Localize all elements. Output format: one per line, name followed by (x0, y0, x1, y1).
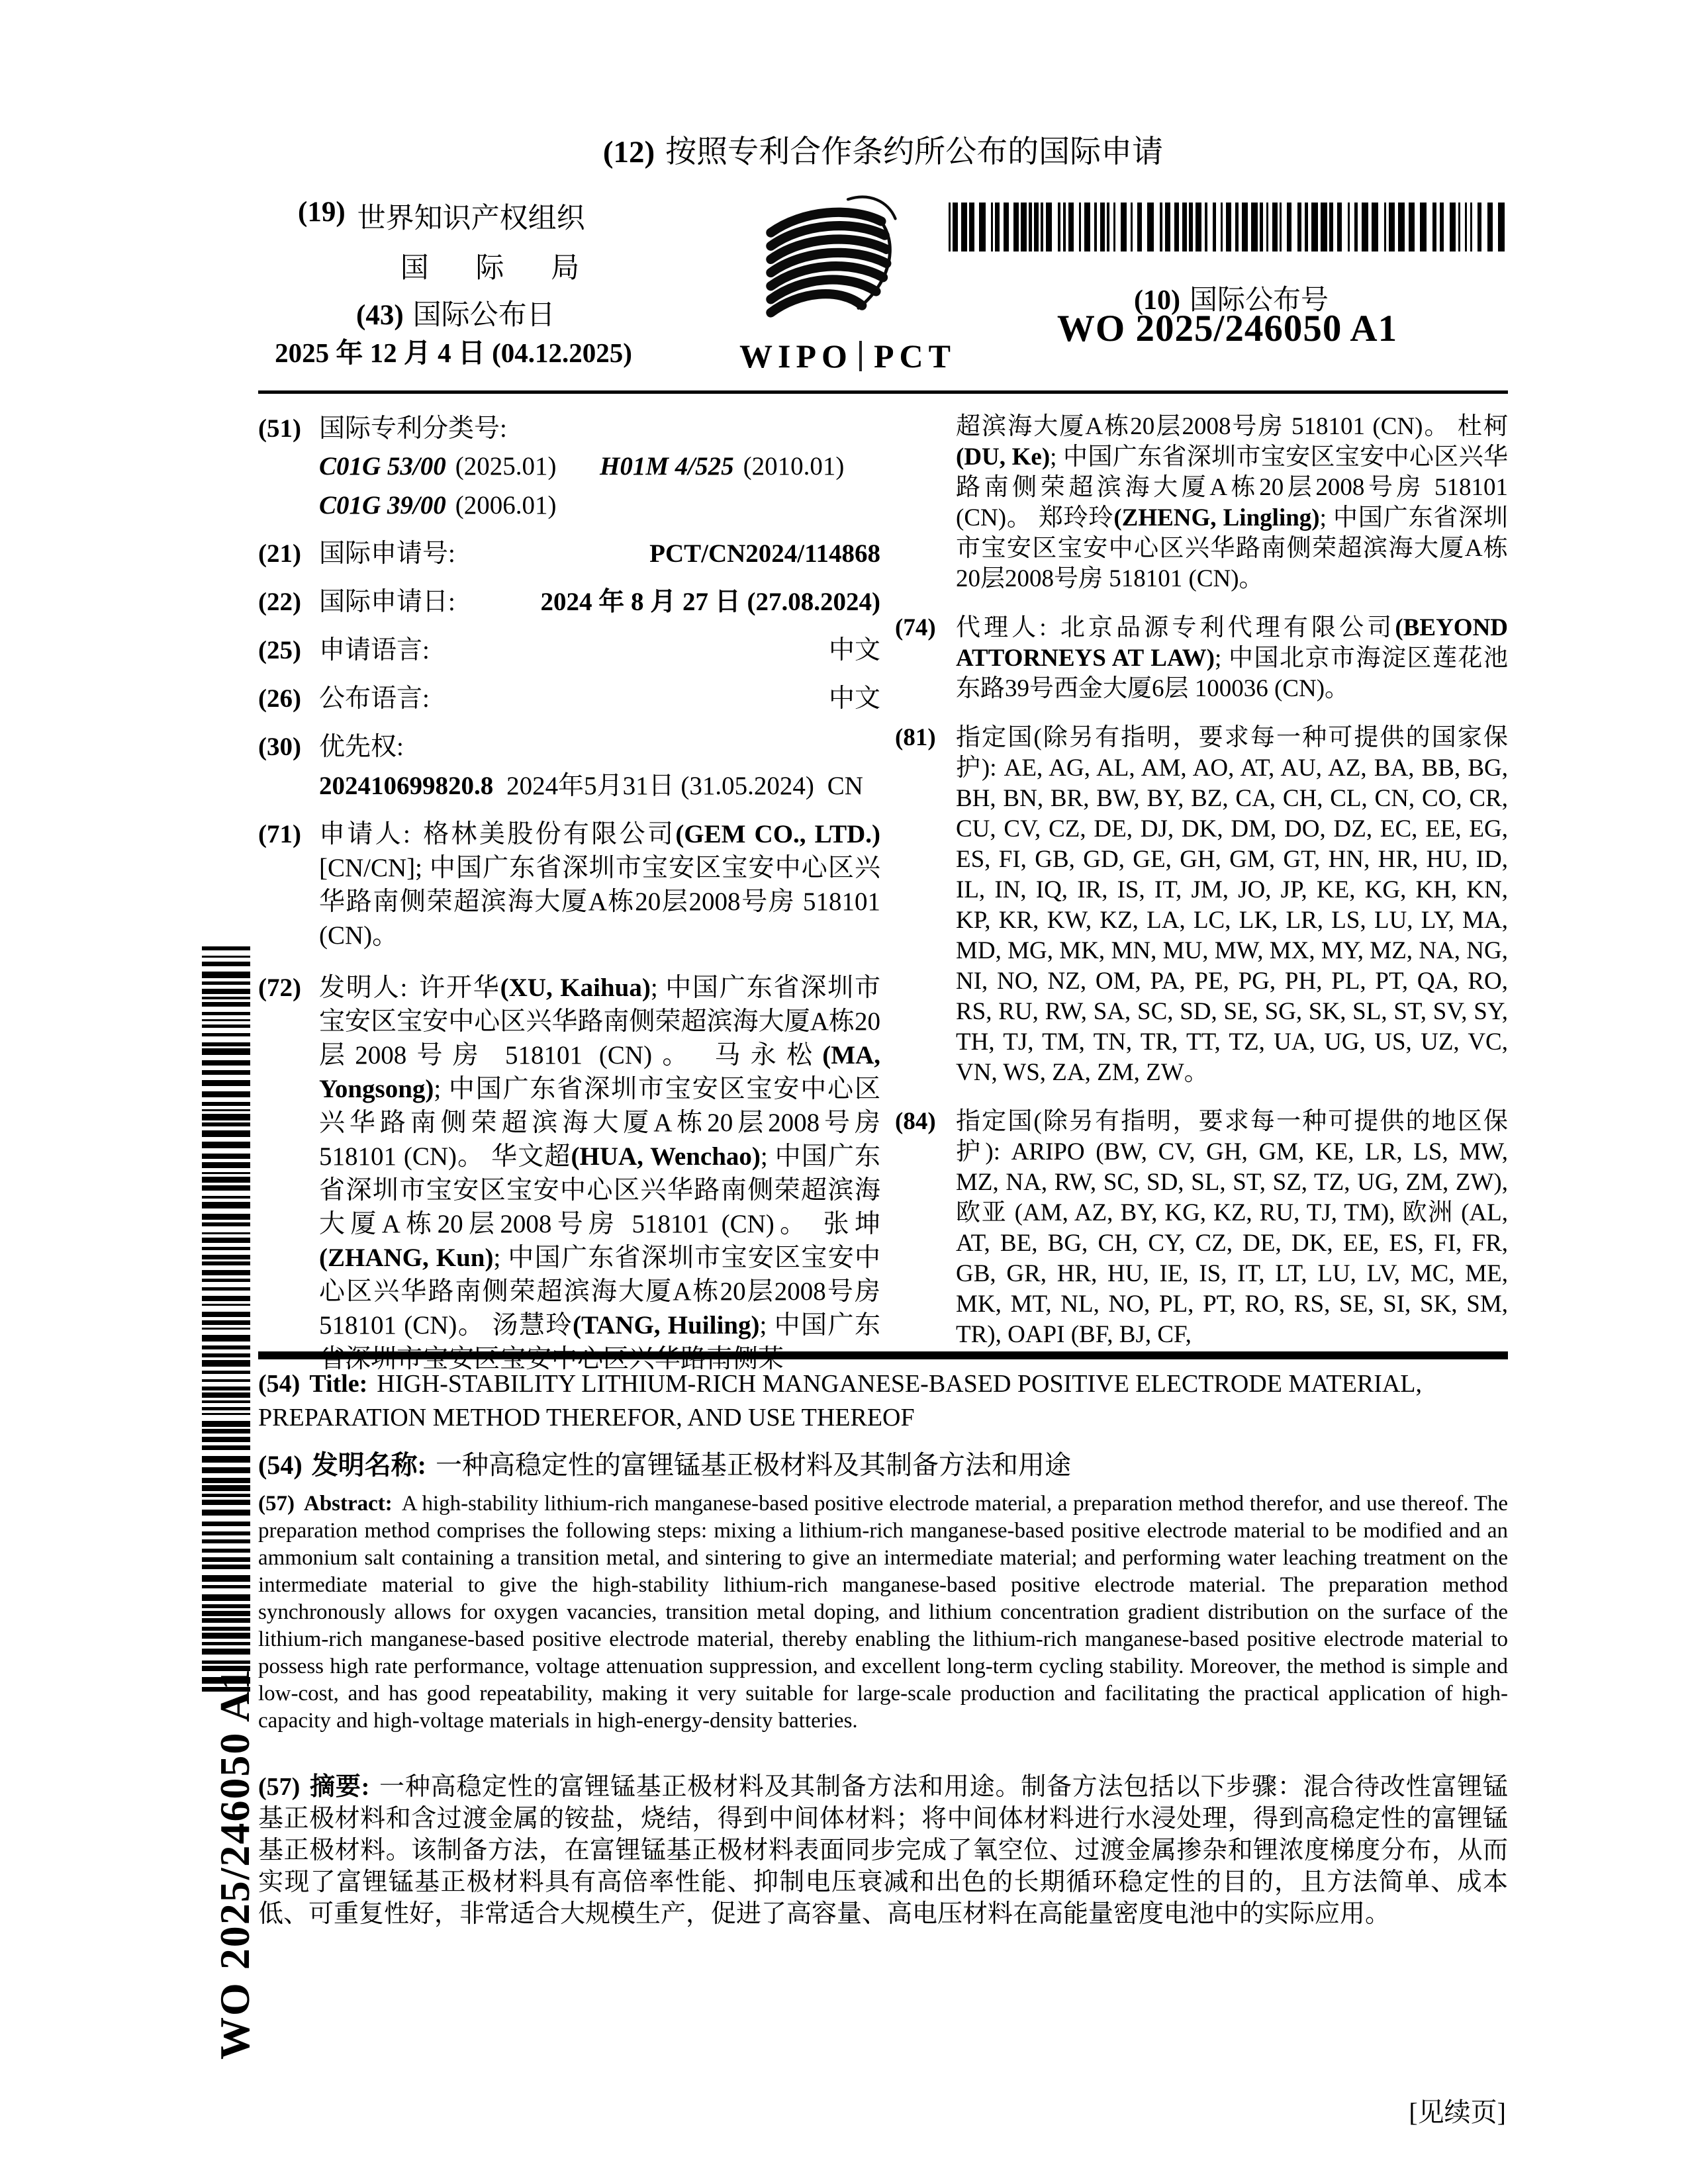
field-12-number: (12) (602, 135, 655, 169)
ipc-code: C01G 53/00 (319, 452, 446, 480)
issuing-org-block (298, 196, 682, 286)
field-54-number-zh: (54) (258, 1450, 303, 1480)
title-chinese (258, 1444, 1508, 1482)
field-84-number: (84) (895, 1108, 936, 1135)
ipc-version: (2025.01) (455, 452, 557, 480)
ipc-label: 国际专利分类号: (319, 414, 507, 443)
designated-regions-list: ARIPO (BW, CV, GH, GM, KE, LR, LS, MW, MZ, NA, RW, SC, SD, SL, ST, SZ, TZ, UG, ZM, ZW), 欧亚 (AM, AZ, BY, KG, KZ, RU, TJ, TM), 欧洲 (AL, AT, BE, BG, CH, CY, CZ, DE, DK, EE, ES, FI, FR, GB, GR, HR, HU, IE, IS, IT, LT, LU, LV, MC, ME, MK, MT, NL, NO, PL, PT, RO, RS, SE, SI, SK, SM, TR), OAPI (BF, BJ, CF, (956, 1138, 1508, 1348)
designated-regions-label: 指定国(除另有指明，要求每一种可提供的地区保护): (956, 1108, 1508, 1165)
field-designated-regions (895, 1107, 1508, 1350)
field-54-number: (54) (258, 1370, 301, 1398)
pub-date-value: 2025 年 12 月 4 日 (04.12.2025) (275, 338, 632, 368)
field-10-number: (10) (1134, 285, 1180, 316)
field-application-number (258, 537, 880, 570)
field-agent (895, 613, 1508, 704)
wipo-logo-block (733, 191, 962, 375)
field-publication-language (258, 682, 880, 715)
org-name-row (298, 196, 682, 236)
priority-entry (319, 769, 880, 803)
field-19-number: (19) (298, 197, 346, 228)
ipc-entry (600, 449, 880, 483)
title-chinese-label: 发明名称: (311, 1450, 426, 1480)
abstract-chinese (258, 1771, 1508, 1930)
pub-date-label: 国际公布日 (412, 300, 555, 331)
field-designated-states (895, 723, 1508, 1088)
abstract-english-label: Abstract: (303, 1492, 393, 1516)
priority-country: CN (827, 772, 863, 800)
pub-number-label: 国际公布号 (1189, 285, 1329, 316)
field-51-number: (51) (258, 414, 301, 443)
ipc-version: (2006.01) (455, 491, 557, 520)
filing-date-value: 2024 年 8 月 27 日 (27.08.2024) (540, 588, 880, 616)
pub-number-value: WO 2025/246050 A1 (1056, 308, 1398, 349)
publication-language-label: 公布语言: (319, 684, 430, 713)
priority-label: 优先权: (319, 733, 404, 761)
doc-kind-text: 按照专利合作条约所公布的国际申请 (665, 135, 1164, 169)
title-english-label: Title: (309, 1370, 368, 1398)
ipc-version: (2010.01) (743, 452, 845, 480)
title-section-divider (258, 1351, 1508, 1359)
left-column (258, 412, 880, 1390)
applicant-label: 申请人: (319, 820, 410, 848)
sidebar-publication-number: WO 2025/246050 A1 (211, 1667, 258, 2060)
continuation-note: [见续页] (1409, 2097, 1506, 2127)
application-number-label: 国际申请号: (319, 539, 455, 568)
designated-states-label: 指定国(除另有指明，要求每一种可提供的国家保护): (956, 724, 1508, 782)
header-divider (258, 390, 1508, 394)
agent-text: 北京品源专利代理有限公司(BEYOND ATTORNEYS AT LAW); 中国北京市海淀区莲花池东路39号西金大厦6层 100036 (CN)。 (956, 614, 1509, 702)
abstract-chinese-text: 一种高稳定性的富锂锰基正极材料及其制备方法和用途。制备方法包括以下步骤：混合待改性富锂锰基正极材料和含过渡金属的铵盐，烧结，得到中间体材料；将中间体材料进行水浸处理，得到高稳定性的富锂锰基正极材料。该制备方法，在富锂锰基正极材料表面同步完成了氧空位、过渡金属掺杂和锂浓度梯度分布，从而实现了富锂锰基正极材料具有高倍率性能、抑制电压衰减和出色的长期循环稳定性的目的，且方法简单、成本低、可重复性好，非常适合大规模生产，促进了高容量、高电压材料在高能量密度电池中的实际应用。 (258, 1773, 1509, 1928)
right-column (895, 412, 1508, 1365)
field-22-number: (22) (258, 588, 301, 616)
org-bureau: 国 际 局 (400, 253, 600, 284)
inventors-label: 发明人: (319, 974, 408, 1002)
ipc-entries (319, 449, 880, 522)
inventors-text: 许开华(XU, Kaihua); 中国广东省深圳市宝安区宝安中心区兴华路南侧荣超滨海大厦A栋20层2008号房 518101 (CN)。 马永松(MA, Yongsong); 中国广东省深圳市宝安区宝安中心区兴华路南侧荣超滨海大厦A栋20层2008号房 518101 (CN)。 华文超(HUA, Wenchao); 中国广东省深圳市宝安区宝安中心区兴华路南侧荣超滨海大厦A栋20层2008号房 518101 (CN)。 张坤(ZHANG, Kun); 中国广东省深圳市宝安区宝安中心区兴华路南侧荣超滨海大厦A栋20层2008号房 518101 (CN)。 汤慧玲(TANG, Huiling); 中国广东 (319, 974, 881, 1340)
doc-kind-heading (258, 127, 1508, 171)
wordmark-wipo: WIPO (739, 338, 853, 375)
ipc-entry (319, 449, 600, 483)
inventors-continuation-text: 超滨海大厦A栋20层2008号房 518101 (CN)。 杜柯(DU, Ke); 中国广东省深圳市宝安区宝安中心区兴华路南侧荣超滨海大厦A栋20层2008号房 518101 (CN)。 郑玲玲(ZHENG, Lingling); 中国广东省深圳市宝安区宝安中心区兴华路南侧荣超滨海大厦A栋20层2008号房 518101 (CN)。 (956, 413, 1509, 592)
abstract-english (258, 1490, 1508, 1735)
ipc-code: H01M 4/525 (600, 452, 734, 480)
title-english (258, 1367, 1508, 1435)
pub-date-row (356, 293, 555, 333)
field-74-number: (74) (895, 614, 936, 641)
filing-date-label: 国际申请日: (319, 588, 455, 616)
ipc-entry (319, 488, 600, 522)
filing-language-value: 中文 (828, 636, 880, 664)
field-filing-language (258, 633, 880, 667)
filing-language-label: 申请语言: (319, 636, 430, 664)
field-ipc (258, 412, 880, 522)
priority-date: 2024年5月31日 (31.05.2024) (506, 772, 814, 800)
title-chinese-text: 一种高稳定性的富锂锰基正极材料及其制备方法和用途 (435, 1450, 1071, 1480)
field-71-number: (71) (258, 820, 301, 848)
field-priority (258, 730, 880, 803)
applicant-text: 格林美股份有限公司(GEM CO., LTD.) [CN/CN]; 中国广东省深圳市宝安区宝安中心区兴华路南侧荣超滨海大厦A栋20层2008号房 518101 (CN)。 (319, 820, 880, 950)
field-filing-date (258, 585, 880, 619)
field-57-number-zh: (57) (258, 1773, 301, 1801)
ipc-code: C01G 39/00 (319, 491, 446, 520)
field-inventors (258, 971, 880, 1376)
inventors-continuation (895, 412, 1508, 594)
field-26-number: (26) (258, 684, 301, 713)
title-english-text: HIGH-STABILITY LITHIUM-RICH MANGANESE-BASED POSITIVE ELECTRODE MATERIAL, PREPARATION METHOD THEREFOR, AND USE THEREOF (258, 1370, 1423, 1432)
field-72-number: (72) (258, 974, 301, 1002)
abstract-english-text: A high-stability lithium-rich manganese-based positive electrode material, a preparation method therefor, and use thereof. The preparation method comprises the following steps: mixing a lithium-rich manganese-based positive electrode material to be modified and an ammonium salt containing a transition metal, and sintering to give an intermediate material; and performing water leaching treatment on the intermediate material to give the high-stability lithium-rich manganese-based positive electrode material. The preparation method synchronously allows for oxygen vacancies, transition metal doping, and lithium concentration gradient distribution on the surface of the lithium-rich manganese-based positive electrode material, thereby enabling the lithium-rich manganese-based positive electrode material to possess high rate performance, voltage attenuation suppression, and excellent long-term cycling stability. Moreover, the method is simple and low-cost, and has good repeatability, making it very suitable for large-scale production and facilitating the practical application of high-capacity and high-voltage materials in high-energy-density batteries. (258, 1492, 1508, 1733)
wordmark-pct: PCT (873, 338, 956, 375)
publication-language-value: 中文 (828, 684, 880, 713)
abstract-chinese-label: 摘要: (309, 1773, 370, 1801)
priority-app-number: 202410699820.8 (319, 772, 494, 800)
wordmark-separator (859, 341, 862, 371)
wipo-swirl-icon (735, 191, 961, 331)
field-25-number: (25) (258, 636, 301, 664)
field-21-number: (21) (258, 539, 301, 568)
field-57-number: (57) (258, 1492, 295, 1516)
field-43-number: (43) (356, 300, 404, 331)
sidebar-barcode (202, 946, 250, 1691)
application-number-value: PCT/CN2024/114868 (649, 539, 880, 568)
designated-states-list: AE, AG, AL, AM, AO, AT, AU, AZ, BA, BB, BG, BH, BN, BR, BW, BY, BZ, CA, CH, CL, CN, CO, CR, CU, CV, CZ, DE, DJ, DK, DM, DO, DZ, EC, EE, EG, ES, FI, GB, GD, GE, GH, GM, GT, HN, HR, HU, ID, IL, IN, IQ, IR, IS, IT, JM, JO, JP, KE, KG, KH, KN, KP, KR, KW, KZ, LA, LC, LK, LR, LS, LU, LY, MA, MD, MG, MK, MN, MU, MW, MX, MY, MZ, NA, NG, NI, NO, NZ, OM, PA, PE, PG, PH, PL, PT, QA, RO, RS, RU, RW, SA, SC, SD, SE, SG, SK, SL, ST, SV, SY, TH, TJ, TM, TN, TR, TT, TZ, UA, UG, US, UZ, VC, VN, WS, ZA, ZM, ZW。 (956, 754, 1508, 1086)
org-name: 世界知识产权组织 (357, 203, 585, 234)
field-applicant (258, 817, 880, 952)
publication-barcode (949, 203, 1508, 251)
wipo-pct-wordmark (733, 337, 962, 375)
field-81-number: (81) (895, 724, 936, 751)
agent-label: 代理人: (956, 614, 1047, 641)
field-30-number: (30) (258, 733, 301, 761)
